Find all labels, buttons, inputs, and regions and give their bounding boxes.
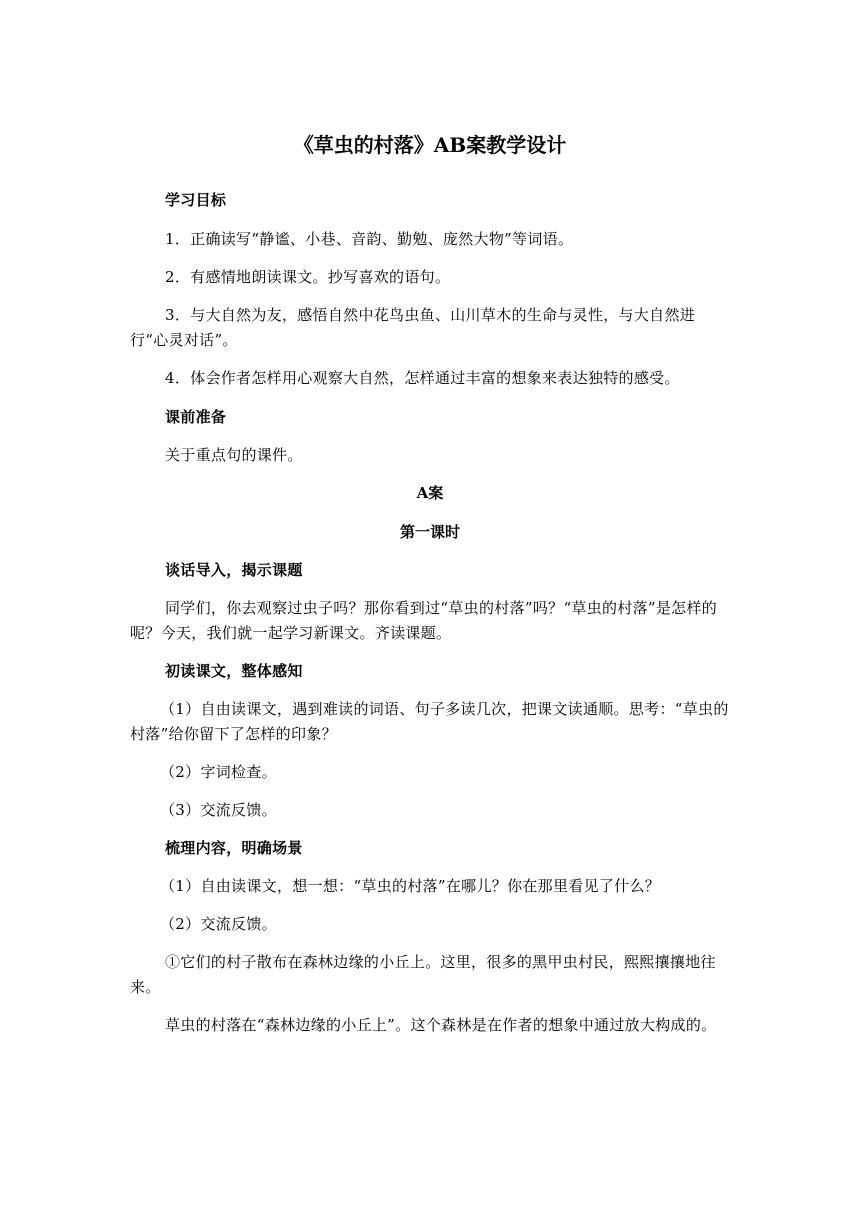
objective-item: 2．有感情地朗读课文。抄写喜欢的语句。 (165, 268, 451, 286)
section-intro-text: 同学们，你去观察过虫子吗？那你看到过“草虫的村落”吗？“草虫的村落”是怎样的呢？今天，我们就一起学习新课文。齐读课题。 (130, 599, 718, 642)
analysis-paragraph: 草虫的村落在“森林边缘的小丘上”。这个森林是在作者的想象中通过放大构成的。 (165, 1016, 717, 1034)
section-content-item: （1）自由读课文，想一想：“草虫的村落”在哪儿？你在那里看见了什么？ (160, 877, 661, 895)
section-intro-heading: 谈话导入，揭示课题 (165, 561, 303, 579)
section-reading-item: （3）交流反馈。 (160, 801, 277, 819)
objectives-heading: 学习目标 (165, 191, 227, 209)
document-title: 《草虫的村落》AB案教学设计 (293, 133, 567, 157)
plan-a-heading: A案 (416, 484, 444, 502)
prep-text: 关于重点句的课件。 (165, 446, 303, 464)
prep-heading: 课前准备 (165, 408, 227, 426)
section-reading-item: （1）自由读课文，遇到难读的词语、句子多读几次，把课文读通顺。思考：“草虫的村落”给你留下了怎样的印象？ (130, 700, 729, 743)
objective-item: 4．体会作者怎样用心观察大自然，怎样通过丰富的想象来表达独特的感受。 (165, 369, 680, 387)
section-content-heading: 梳理内容，明确场景 (165, 839, 303, 857)
section-reading-item: （2）字词检查。 (160, 763, 277, 781)
section-reading-heading: 初读课文，整体感知 (165, 662, 303, 680)
quote-paragraph: ①它们的村子散布在森林边缘的小丘上。这里，很多的黑甲虫村民，熙熙攘攘地往来。 (130, 953, 716, 996)
lesson-heading: 第一课时 (399, 523, 460, 541)
section-content-item: （2）交流反馈。 (160, 915, 277, 933)
objective-item: 3．与大自然为友，感悟自然中花鸟虫鱼、山川草木的生命与灵性，与大自然进行“心灵对话”。 (130, 306, 696, 349)
objective-item: 1．正确读写“静谧、小巷、音韵、勤勉、庞然大物”等词语。 (165, 230, 574, 248)
